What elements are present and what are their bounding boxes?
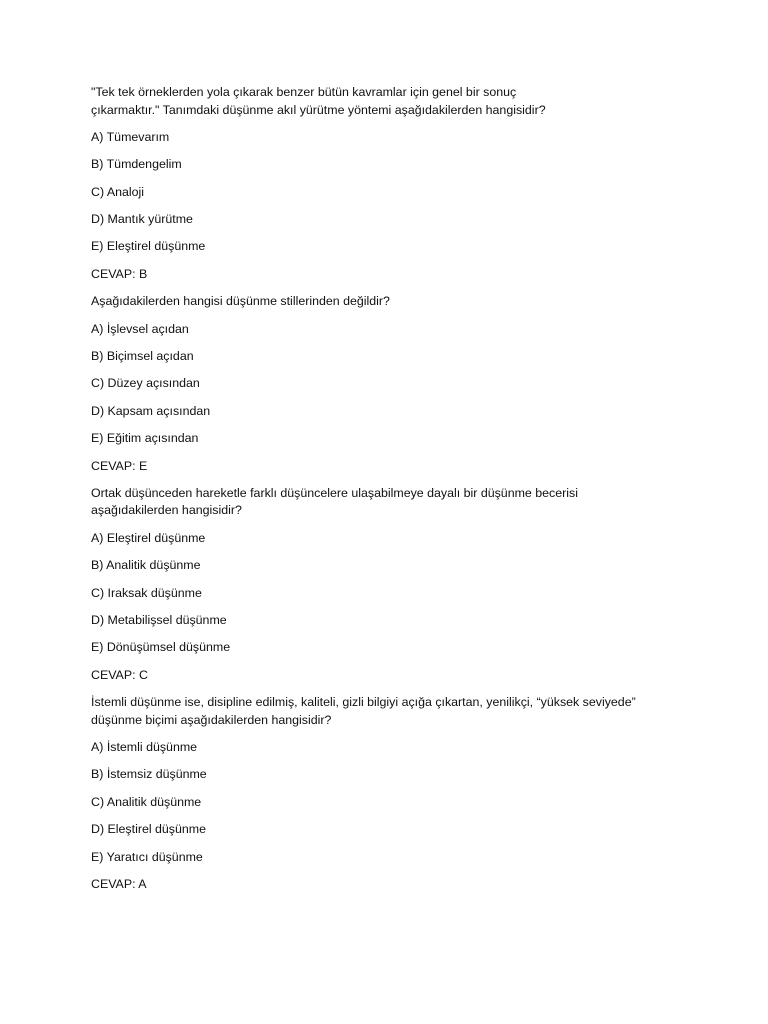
answer-line: CEVAP: A	[91, 877, 147, 892]
question-line: düşünme biçimi aşağıdakilerden hangisidir?	[91, 712, 332, 727]
question-line: aşağıdakilerden hangisidir?	[91, 503, 242, 518]
option-e: E) Eleştirel düşünme	[91, 239, 206, 254]
question-line: Ortak düşünceden hareketle farklı düşüncelere ulaşabilmeye dayalı bir düşünme becerisi	[91, 485, 578, 500]
option-a: A) İstemli düşünme	[91, 740, 198, 755]
question-line: "Tek tek örneklerden yola çıkarak benzer bütün kavramlar için genel bir sonuç	[91, 85, 517, 99]
option-b: B) Analitik düşünme	[91, 558, 201, 573]
answer-line: CEVAP: C	[91, 667, 148, 682]
option-c: C) Düzey açısından	[91, 376, 200, 391]
question-text	[91, 293, 691, 311]
option-a: A) Tümevarım	[91, 129, 170, 144]
option-e: E) Yaratıcı düşünme	[91, 849, 203, 864]
option-c: C) Analoji	[91, 184, 145, 199]
answer-line: CEVAP: E	[91, 458, 148, 473]
question-text	[91, 694, 691, 729]
question-text	[91, 84, 691, 119]
option-d: D) Metabilişsel düşünme	[91, 613, 227, 628]
question-text	[91, 485, 691, 520]
option-b: B) İstemsiz düşünme	[91, 767, 207, 782]
question-block-2	[91, 293, 691, 475]
answer-line: CEVAP: B	[91, 266, 148, 281]
question-block-4	[91, 694, 691, 893]
question-line: çıkarmaktır." Tanımdaki düşünme akıl yürütme yöntemi aşağıdakilerden hangisidir?	[91, 102, 546, 117]
question-block-3	[91, 485, 691, 684]
option-d: D) Eleştirel düşünme	[91, 822, 207, 837]
question-block-1	[91, 84, 691, 283]
option-d: D) Mantık yürütme	[91, 212, 193, 227]
option-c: C) Iraksak düşünme	[91, 585, 202, 600]
option-b: B) Tümdengelim	[91, 157, 182, 172]
question-line: Aşağıdakilerden hangisi düşünme stillerinden değildir?	[91, 294, 390, 309]
option-a: A) Eleştirel düşünme	[91, 530, 206, 545]
option-e: E) Dönüşümsel düşünme	[91, 640, 231, 655]
option-b: B) Biçimsel açıdan	[91, 349, 194, 364]
option-c: C) Analitik düşünme	[91, 794, 202, 809]
question-list	[91, 84, 691, 894]
option-a: A) İşlevsel açıdan	[91, 321, 189, 336]
option-e: E) Eğitim açısından	[91, 431, 199, 446]
option-d: D) Kapsam açısından	[91, 403, 211, 418]
question-line: İstemli düşünme ise, disipline edilmiş, kaliteli, gizli bilgiyi açığa çıkartan, yenilikçi, “yüksek seviyede”	[91, 695, 636, 710]
